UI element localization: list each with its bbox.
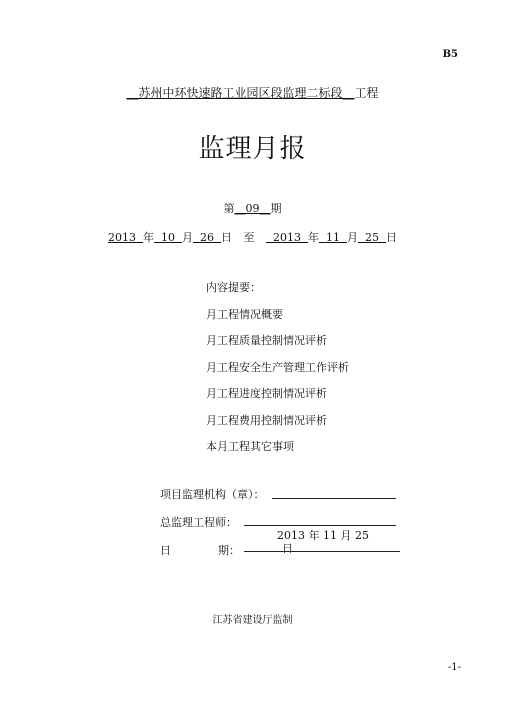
start-day: 26 — [193, 231, 221, 244]
contents-item: 月工程质量控制情况评析 — [206, 334, 327, 347]
start-year: 2013 — [108, 231, 144, 244]
start-month: 10 — [154, 231, 183, 244]
date-label-row — [160, 542, 171, 558]
project-title-line — [0, 84, 505, 101]
issue-number: __09__ — [234, 202, 271, 215]
signature-date-line1: 2013 年 11 月 25 — [277, 529, 369, 542]
end-month: 11 — [318, 231, 347, 244]
end-day-char: 日 — [385, 231, 397, 244]
start-year-char: 年 — [143, 231, 155, 244]
start-month-char: 月 — [182, 231, 194, 244]
form-code: B5 — [442, 49, 458, 60]
contents-summary — [206, 275, 349, 461]
issue-label-after: 期 — [270, 202, 282, 215]
end-day: 25 — [357, 231, 386, 244]
end-month-char: 月 — [346, 231, 358, 244]
project-middle-underline: __ — [342, 86, 355, 100]
project-prefix-underline: __ — [126, 86, 139, 100]
date-label-row-2 — [218, 542, 240, 558]
date-label-second: 期： — [218, 544, 240, 557]
signature-date-line2: 日 — [282, 542, 293, 555]
start-day-char: 日 — [221, 231, 232, 244]
issue-number-line — [0, 200, 505, 216]
contents-item: 月工程进度控制情况评析 — [206, 387, 327, 400]
date-signature-line — [244, 551, 400, 552]
issue-label-before: 第 — [223, 202, 235, 215]
contents-item: 月工程情况概要 — [206, 307, 283, 321]
supervision-org-label: 项目监理机构（章）： — [160, 488, 265, 501]
end-year-char: 年 — [307, 231, 319, 244]
chief-engineer-label: 总监理工程师： — [160, 516, 237, 529]
chief-engineer-signature-line — [244, 525, 396, 526]
supervision-org-row — [160, 486, 265, 502]
period-to: 至 — [243, 231, 255, 244]
contents-item: 本月工程其它事项 — [206, 440, 294, 453]
contents-item: 月工程费用控制情况评析 — [206, 413, 327, 427]
end-year: 2013 — [266, 231, 308, 244]
contents-heading: 内容提要： — [206, 281, 261, 294]
supervision-org-signature-line — [272, 498, 396, 499]
issuing-authority: 江苏省建设厅监制 — [212, 615, 293, 626]
report-title: 监理月报 — [198, 134, 307, 164]
date-label-first: 日 — [160, 544, 171, 557]
project-name: 苏州中环快速路工业园区段监理二标段 — [138, 86, 343, 100]
report-period-line — [0, 229, 505, 245]
contents-item: 月工程安全生产管理工作评析 — [206, 360, 349, 374]
project-suffix: 工程 — [354, 86, 379, 100]
page-number: -1- — [447, 662, 461, 673]
chief-engineer-row — [160, 514, 237, 530]
